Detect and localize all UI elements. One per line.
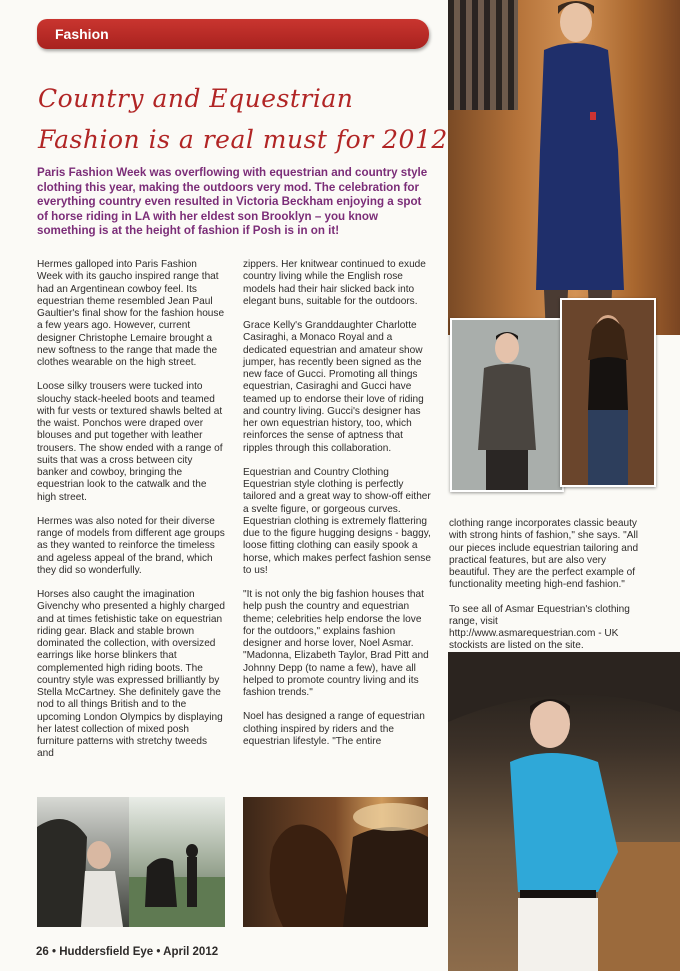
field-riders-figure [129,797,225,927]
paragraph: Equestrian and Country Clothing Equestrian style clothing is perfectly tailored and a great way to show-off either a svelte figure, or gorgeous curves. Equestrian clothing is extremely flattering due to the figure hugging designs - baggy, loose fitting clothing can easily spook a horse, which makes perfect fashion sense to us! [243,466,431,576]
photo-model-grey-vest [450,318,564,492]
article-headline [38,78,448,160]
article-column-2 [243,259,435,760]
page-footer: 26 • Huddersfield Eye • April 2012 [36,946,219,958]
photo-horse-in-arena [243,797,428,927]
article-lede: Paris Fashion Week was overflowing with equestrian and country style clothing this year, making the outdoors very mod. The celebration for everything country even resulted in Victoria Beckham enjoying a spot of horse riding in LA with her eldest son Brooklyn – you know something is at the height of fashion if Posh is in on it! [37,166,428,238]
woman-horse-figure [37,797,129,927]
photo-model-black-top [560,298,656,487]
paragraph: Horses also caught the imagination Givenchy who presented a highly charged and at times fetishistic take on equestrian riding gear. Black and stable brown dominated the collection, with oversized earrings like horse blinkers that complemented high riding boots. The country style was expressed brilliantly by Stella McCartney. She definitely gave the nod to all things British and to the upcoming London Olympics by displaying her latest collection of mixed posh furniture patterns with stretchy tweeds and [37,589,225,760]
headline-line-1: Country and Equestrian [38,84,354,113]
paragraph: "It is not only the big fashion houses that help push the country and equestrian theme; celebrities help endorse the love for the outdoors," explains fashion designer and horse lover, Noel Asmar. "Madonna, Elizabeth Taylor, Brad Pitt and Johnny Depp (to name a few), have all helped to promote country living and its fashion trends." [243,589,429,698]
polo-model-figure [448,652,680,971]
vest-model-figure [452,320,562,490]
article-column-1 [37,259,225,773]
paragraph: Grace Kelly's Granddaughter Charlotte Casiraghi, a Monaco Royal and a dedicated equestrian and amateur show jumper, has recently been signed as the new face of Gucci. Promoting all things equestrian, Casiraghi and Gucci have teamed up to endorse their love of riding and country living. Gucci's designer has her own equestrian history, too, which reinforces the sense of aptness that ripples through this collaboration. [243,320,424,454]
paragraph: Noel has designed a range of equestrian clothing inspired by riders and the equestrian lifestyle. "The entire [243,711,425,747]
model-figure [448,0,680,335]
photo-model-blue-polo [448,652,680,971]
photo-riders-in-field [129,797,225,927]
photo-model-navy-coat [448,0,680,335]
paragraph: zippers. Her knitwear continued to exude country living while the English rose models had their hair slicked back into elegant buns, suitable for the outdoors. [243,259,426,307]
arena-horse-figure [243,797,428,927]
section-label: Fashion [55,26,109,42]
paragraph: clothing range incorporates classic beauty with strong hints of fashion," she says. "All our pieces include equestrian tailoring and practical features, but are also very beautiful. They are the perfect example of functionality meeting high-end fashion." [449,518,639,591]
paragraph: Hermes was also noted for their diverse range of models from different age groups as they wanted to reinforce the timeless and ageless appeal of the brand, which they did so wonderfully. [37,515,225,576]
paragraph: To see all of Asmar Equestrian's clothing range, visit http://www.asmarequestrian.com - UK stockists are listed on the site. [449,603,630,652]
section-header-bar [37,19,429,49]
photo-woman-with-horse [37,797,129,927]
black-top-model-figure [562,300,654,485]
paragraph: Loose silky trousers were tucked into slouchy stack-heeled boots and teamed with fur vests or textured shawls belted at the waist. Ponchos were draped over blouses and put together with leather trousers. The show ended with a range of suits that was a cross between city banker and cowboy, bringing the equestrian look to the catwalk and the high street. [37,381,223,503]
paragraph: Hermes galloped into Paris Fashion Week with its gaucho inspired range that had an Argentinean cowboy feel. Its equestrian theme resembled Jean Paul Gaultier's final show for the fashion house a few years ago. However, current designer Christophe Lemaire brought a new softness to the range that made the clothes wearable on the high street. [37,259,225,368]
headline-line-2: Fashion is a real must for 2012 [38,125,448,154]
article-column-3 [449,518,639,665]
